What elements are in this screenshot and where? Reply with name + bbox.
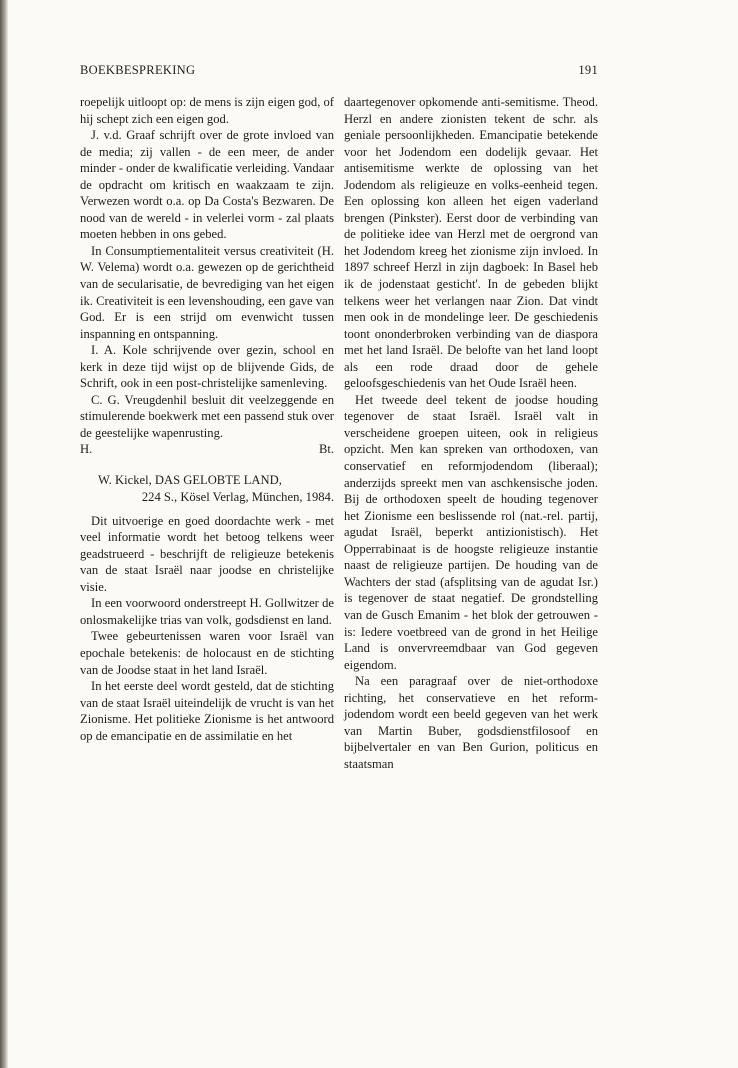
paragraph: J. v.d. Graaf schrijft over de grote invloed van de media; zij vallen - de een meer, de ander minder - onder de kwalificatie verleiding. Vandaar de opdracht om kritisch en waakzaam te zijn. Verwezen wordt o.a. op Da Costa's Bezwaren. De nood van de wereld - in velerlei vorm - zal plaats moeten hebben in ons gebed.: [80, 128, 334, 242]
signature-initial: H.: [80, 442, 93, 457]
signature-initials-right: Bt.: [318, 442, 334, 457]
paragraph: In het eerste deel wordt gesteld, dat de stichting van de staat Israël uiteindelijk de vrucht is van het Zionisme. Het politieke Zionisme is het antwoord op de emancipatie en de assimilatie en het: [80, 679, 334, 743]
running-header: [80, 63, 598, 83]
book-citation: [80, 472, 334, 506]
book-publication-line: 224 S., Kösel Verlag, München, 1984.: [141, 489, 334, 504]
paragraph: Dit uitvoerige en goed doordachte werk - met veel informatie wordt het betoog telkens weer geadstrueerd - beschrijft de religieuze betekenis van de staat Israël naar joodse en christelijke visie.: [80, 513, 334, 594]
paragraph: Twee gebeurtenissen waren voor Israël van epochale betekenis: de holocaust en de stichting van de Joodse staat in het land Israël.: [80, 629, 334, 677]
page-number: 191: [578, 63, 598, 77]
paragraph: C. G. Vreugdenhil besluit dit veelzeggende en stimulerende boekwerk met een passend stuk over de geestelijke wapenrusting.: [80, 392, 334, 440]
paragraph: Het tweede deel tekent de joodse houding tegenover de staat Israël. Israël valt in verscheidene groepen uiteen, ook in religieus opzicht. Men kan spreken van orthodoxen, van conservatief en reformjodendom (liberaal); anderzijds spreekt men van aschkensische joden. Bij de orthodoxen speelt de houding tegenover het Zionisme een beslissende rol (nat.-rel. partij, agudat Israël, beperkt antizionistisch). Het Opperrabinaat is de hoogste religieuze instantie naast de religieuze partijen. De houding van de Wachters der stad (afsplitsing van de agudat Isr.) is tegenover de staat negatief. De grondstelling van de Gusch Emanim - het blok der getrouwen - is: Iedere voetbreed van de grond in het Heilige Land is onvervreemdbaar van God gegeven eigendom.: [344, 392, 598, 672]
paragraph: In Consumptiementaliteit versus creativiteit (H. W. Velema) wordt o.a. gewezen op de gerichtheid van de secularisatie, de bevrediging van het eigen ik. Creativiteit is een levenshouding, een gave van God. Er is een strijd om evenwicht tussen inspanning en ontspanning.: [80, 243, 334, 341]
paragraph: daartegenover opkomende anti-semitisme. Theod. Herzl en andere zionisten tekent de schr. als geniale persoonlijkheden. Emancipatie betekende voor het Jodendom een dodelijk gevaar. Het antisemitisme werkte de oplossing van het Jodendom als religieuze en volks-eenheid tegen. Een oplossing kon alleen het eigen vaderland brengen (Pinkster). Eerst door de verbinding van de politieke idee van Herzl met de oergrond van het Jodendom kreeg het zionisme zijn invloed. In 1897 schreef Herzl in zijn dagboek: In Basel heb ik de jodenstaat gesticht'. In de gebeden blijkt telkens weer het verlangen naar Zion. Dat vindt men ook in de mondelinge leer. De geschiedenis toont ononderbroken verbinding van de diaspora met het land Israël. De belofte van het land loopt als een rode draad door de gehele geloofsgeschiedenis van het Oude Israël heen.: [344, 95, 598, 391]
left-column: [80, 94, 334, 744]
scan-edge-shadow: [0, 0, 8, 1068]
paragraph: In een voorwoord onderstreept H. Gollwitzer de onlosmakelijke trias van volk, godsdienst en land.: [80, 596, 334, 627]
paragraph: I. A. Kole schrijvende over gezin, school en kerk in deze tijd wijst op de blijvende Gids, de Schrift, ook in een post-christelijke samenleving.: [80, 343, 334, 391]
review-signature: [80, 441, 334, 458]
book-title-line: W. Kickel, DAS GELOBTE LAND,: [98, 473, 282, 488]
paragraph: roepelijk uitloopt op: de mens is zijn eigen god, of hij schept zich een eigen god.: [80, 95, 334, 126]
paragraph: Na een paragraaf over de niet-orthodoxe richting, het conservatieve en het reform-jodendom wordt een beeld gegeven van het werk van Martin Buber, godsdienstfilosoof en bijbelvertaler en van Ben Gurion, politicus en staatsman: [344, 674, 598, 771]
right-column: [344, 94, 598, 772]
running-title: BOEKBESPREKING: [80, 63, 196, 77]
